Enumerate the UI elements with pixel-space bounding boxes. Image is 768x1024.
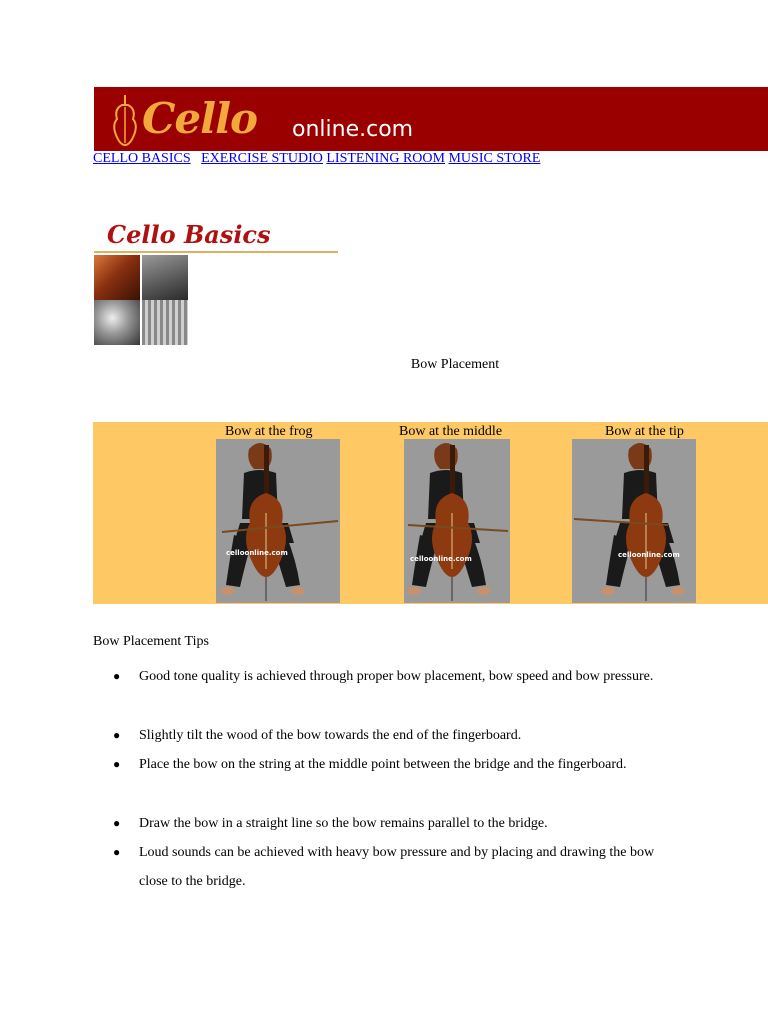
tip-item	[93, 838, 673, 896]
tip-item	[93, 662, 673, 720]
photo-watermark: celloonline.com	[618, 551, 680, 559]
logo-cello-text: Cello	[142, 94, 258, 143]
bullet-icon: ●	[113, 816, 121, 830]
thumbnail-music-stand-image	[142, 255, 188, 300]
tips-heading: Bow Placement Tips	[93, 634, 209, 649]
bullet-icon: ●	[113, 757, 121, 771]
caption-bow-frog: Bow at the frog	[225, 424, 313, 439]
nav-link-cello-basics[interactable]: CELLO BASICS	[93, 151, 191, 166]
tip-item	[93, 809, 673, 838]
nav-link-music-store[interactable]: MUSIC STORE	[448, 151, 541, 166]
tip-text: Slightly tilt the wood of the bow towards the end of the fingerboard.	[139, 728, 522, 743]
photo-watermark: celloonline.com	[226, 549, 288, 557]
bullet-icon: ●	[113, 728, 121, 742]
caption-bow-tip: Bow at the tip	[605, 424, 684, 439]
bullet-icon: ●	[113, 845, 121, 859]
photo-bow-at-frog	[216, 439, 340, 603]
cello-logo-icon	[108, 93, 142, 149]
page-heading: Bow Placement	[410, 357, 500, 372]
logo-domain-text: online.com	[292, 117, 414, 142]
tip-item	[93, 721, 673, 750]
main-nav	[93, 151, 540, 167]
tip-text: Place the bow on the string at the middle point between the bridge and the fingerboard.	[139, 757, 627, 772]
photo-watermark: celloonline.com	[410, 555, 472, 563]
photo-bow-at-tip	[572, 439, 696, 603]
photo-bow-at-middle	[404, 439, 510, 603]
caption-bow-middle: Bow at the middle	[399, 424, 503, 439]
bullet-icon: ●	[113, 669, 121, 683]
nav-link-listening-room[interactable]: LISTENING ROOM	[326, 151, 445, 166]
tip-text: Loud sounds can be achieved with heavy bow pressure and by placing and drawing the bow close to the bridge.	[139, 845, 655, 889]
tip-text: Draw the bow in a straight line so the bow remains parallel to the bridge.	[139, 816, 548, 831]
site-banner	[94, 87, 768, 151]
nav-link-exercise-studio[interactable]: EXERCISE STUDIO	[201, 151, 323, 166]
tip-text: Good tone quality is achieved through proper bow placement, bow speed and bow pressure.	[139, 669, 654, 684]
thumbnail-gramophone-image	[94, 300, 140, 345]
thumbnail-cello-image	[94, 255, 140, 300]
tip-item	[93, 750, 673, 808]
section-title: Cello Basics	[107, 220, 271, 249]
title-divider	[94, 251, 338, 253]
thumbnail-sheet-music-image	[142, 300, 188, 345]
